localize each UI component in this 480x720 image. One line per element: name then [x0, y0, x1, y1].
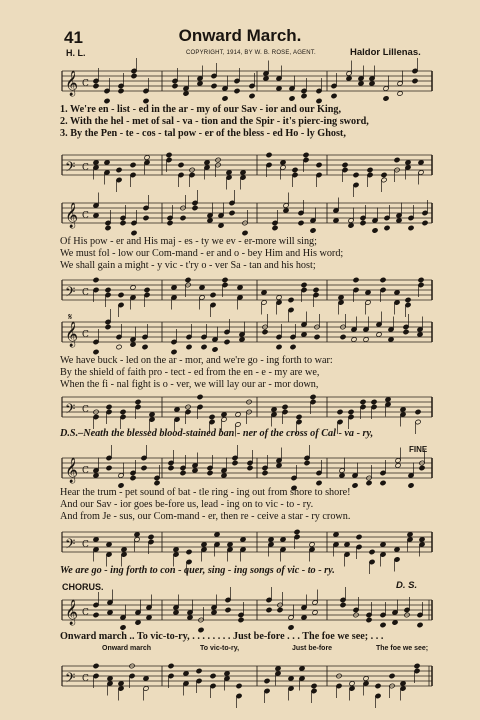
svg-text:𝄢: 𝄢 [65, 284, 76, 303]
music-staff [0, 388, 480, 426]
svg-text:C: C [82, 288, 89, 298]
lyric-line: We must fol - low our Com-mand - er and o - bey Him and His word; [60, 248, 344, 259]
svg-text:𝄞: 𝄞 [65, 458, 79, 483]
lyric-line: 1. We're en - list - ed in the ar - my of our Sav - ior and our King, [60, 104, 342, 115]
ds-marking: D. S. [396, 580, 418, 591]
music-staff [0, 590, 480, 630]
copyright-notice: COPYRIGHT, 1914, BY W. B. ROSE, AGENT. [186, 50, 316, 56]
bass-words: Onward march [102, 645, 152, 652]
hymn-title: Onward March. [178, 26, 302, 45]
svg-text:C: C [82, 540, 89, 550]
lyric-line: By the shield of faith pro - tect - ed from the en - e - my are we, [60, 367, 320, 378]
music-staff [0, 656, 480, 696]
ds-lyric-line: D.S.–Neath the blessed blood-stained ban - ner of the cross of Cal - va - ry, [60, 428, 374, 439]
svg-text:C: C [82, 674, 89, 684]
svg-text:𝄢: 𝄢 [65, 159, 76, 178]
svg-text:𝄢: 𝄢 [65, 401, 76, 420]
lyric-line: And from Je - sus, our Com-mand - er, then re - ceive a star - ry crown. [60, 511, 351, 522]
lyric-line: We are go - ing forth to con - quer, sing - ing songs of vic - to - ry. [60, 565, 335, 576]
svg-text:C: C [82, 330, 89, 340]
music-staff [0, 58, 480, 104]
svg-text:C: C [82, 405, 89, 415]
svg-text:C: C [82, 211, 89, 221]
music-staff [0, 142, 480, 188]
svg-text:C: C [82, 608, 89, 618]
lyric-line: And our Sav - ior goes be-fore us, lead - ing on to vic - to - ry. [60, 499, 314, 510]
bass-words: Just be-fore [292, 645, 333, 652]
music-staff [0, 312, 480, 352]
music-staff [0, 448, 480, 488]
lyric-line: 3. By the Pen - te - cos - tal pow - er of the bless - ed Ho - ly Ghost, [60, 128, 346, 139]
chorus-label: CHORUS. [62, 582, 104, 592]
svg-text:C: C [82, 466, 89, 476]
lyric-line: 2. With the hel - met of sal - va - tion and the Spir - it's pierc-ing sword, [60, 116, 369, 127]
bass-words: The foe we see; [376, 645, 429, 652]
svg-text:𝄢: 𝄢 [65, 536, 76, 555]
svg-text:𝄞: 𝄞 [65, 203, 79, 228]
svg-text:C: C [82, 79, 89, 89]
music-staff [0, 190, 480, 236]
bass-words: To vic-to-ry, [200, 645, 240, 652]
svg-text:𝄞: 𝄞 [65, 600, 79, 625]
lyric-line: We have buck - led on the ar - mor, and we're go - ing forth to war: [60, 355, 333, 366]
composer-name: Haldor Lillenas. [350, 47, 421, 58]
author-initials: H. L. [66, 48, 86, 58]
hymn-number: 41 [64, 28, 83, 47]
lyric-line: Hear the trum - pet sound of bat - tle ring - ing out from shore to shore! [60, 487, 351, 498]
fine-marking: FINE [409, 445, 428, 454]
svg-text:C: C [82, 163, 89, 173]
svg-text:𝄢: 𝄢 [65, 670, 76, 689]
chorus-lyric-line: Onward march .. To vic-to-ry, . . . . . . . . Just be-fore . . . The foe we see; . . . [60, 631, 384, 642]
svg-text:𝄞: 𝄞 [65, 322, 79, 347]
music-staff [0, 270, 480, 310]
music-staff [0, 522, 480, 562]
lyric-line: We shall gain a might - y vic - t'ry o - ver Sa - tan and his host; [60, 260, 316, 271]
svg-text:𝄞: 𝄞 [65, 71, 79, 96]
lyric-line: Of His pow - er and His maj - es - ty we ev - er-more will sing; [60, 236, 317, 247]
svg-text:𝄋: 𝄋 [68, 312, 73, 323]
lyric-line: When the fi - nal fight is o - ver, we will lay our ar - mor down, [60, 379, 319, 390]
